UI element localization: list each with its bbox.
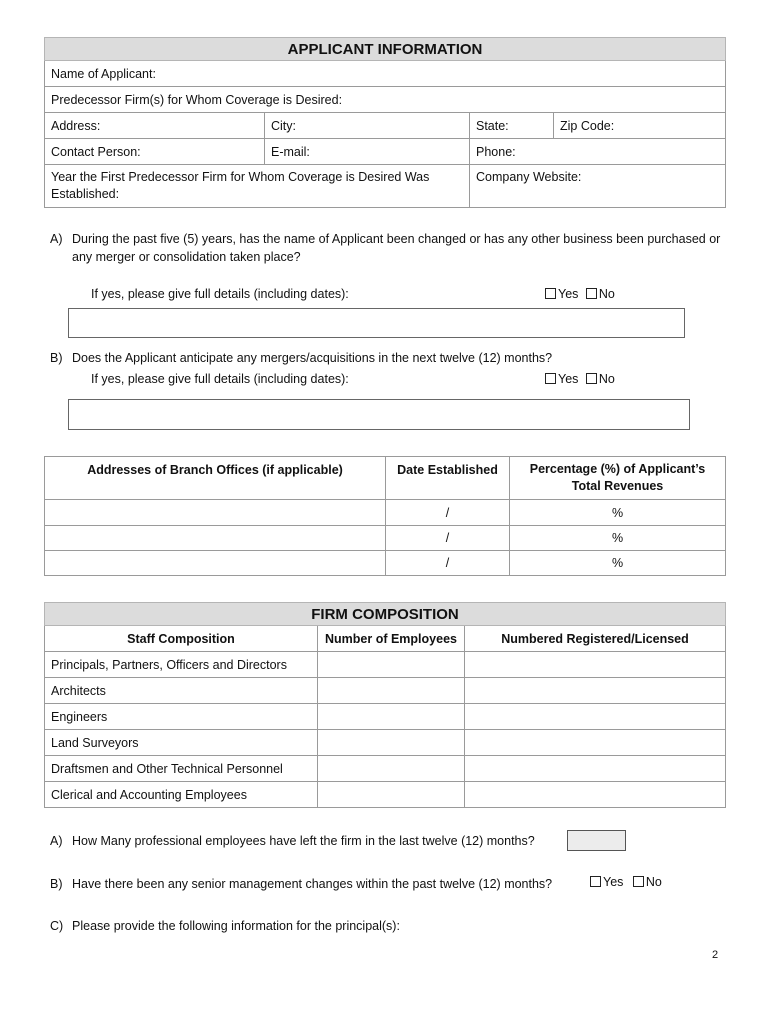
question-b-details-label: If yes, please give full details (including dates):: [91, 372, 349, 386]
question-principals-info: [50, 917, 730, 937]
question-a-details-label: If yes, please give full details (including dates):: [91, 287, 349, 301]
question-c-text: Please provide the following information for the principal(s):: [72, 919, 400, 933]
registered-licensed-input[interactable]: [465, 678, 726, 704]
question-a-label: A): [50, 834, 63, 848]
applicant-info-table: [44, 37, 726, 208]
table-row: [45, 500, 726, 526]
registered-licensed-input[interactable]: [465, 782, 726, 808]
no-checkbox[interactable]: [586, 288, 597, 299]
number-employees-input[interactable]: [318, 652, 465, 678]
table-row: [45, 704, 726, 730]
no-checkbox[interactable]: [633, 876, 644, 887]
yes-checkbox[interactable]: [590, 876, 601, 887]
zip-code-field[interactable]: Zip Code:: [554, 113, 726, 139]
employees-left-input[interactable]: [567, 830, 626, 851]
yes-label: Yes: [603, 875, 624, 889]
revenue-percentage-header: Percentage (%) of Applicant’s Total Revenues: [510, 457, 726, 500]
number-employees-input[interactable]: [318, 730, 465, 756]
year-established-field[interactable]: Year the First Predecessor Firm for Whom Coverage is Desired Was Established:: [45, 165, 470, 208]
yes-label: Yes: [558, 287, 579, 301]
branch-percent-input[interactable]: %: [510, 500, 726, 526]
registered-licensed-input[interactable]: [465, 704, 726, 730]
table-row: [45, 756, 726, 782]
question-b-text: Does the Applicant anticipate any mergers/acquisitions in the next twelve (12) months?: [72, 351, 553, 365]
no-label: No: [598, 287, 615, 301]
question-c-label: C): [50, 919, 64, 933]
registered-licensed-input[interactable]: [465, 756, 726, 782]
staff-composition-header: Staff Composition: [45, 626, 318, 652]
city-field[interactable]: City:: [265, 113, 470, 139]
staff-type-label: Principals, Partners, Officers and Directors: [45, 652, 318, 678]
no-label: No: [645, 875, 662, 889]
yes-checkbox[interactable]: [545, 373, 556, 384]
branch-offices-table: [44, 456, 726, 576]
question-a-details-input[interactable]: [68, 308, 685, 338]
table-row: [45, 678, 726, 704]
staff-type-label: Engineers: [45, 704, 318, 730]
question-a-text: During the past five (5) years, has the name of Applicant been changed or has any other business been purchased or any merger or consolidation taken place?: [72, 232, 721, 264]
question-b-mergers: [50, 349, 730, 369]
registered-licensed-header: Numbered Registered/Licensed: [465, 626, 726, 652]
question-a-yes-no: [545, 287, 615, 301]
question-b-yes-no: [545, 372, 615, 386]
registered-licensed-input[interactable]: [465, 730, 726, 756]
number-employees-input[interactable]: [318, 782, 465, 808]
branch-address-input[interactable]: [45, 551, 386, 576]
question-b-details-input[interactable]: [68, 399, 690, 430]
question-b-text: Have there been any senior management changes within the past twelve (12) months?: [72, 877, 553, 891]
page-number: 2: [712, 949, 719, 961]
question-a-text: How Many professional employees have left the firm in the last twelve (12) months?: [72, 834, 535, 848]
branch-address-input[interactable]: [45, 500, 386, 526]
yes-label: Yes: [558, 372, 579, 386]
branch-address-header: Addresses of Branch Offices (if applicable): [45, 457, 386, 500]
state-field[interactable]: State:: [470, 113, 554, 139]
branch-date-input[interactable]: /: [386, 551, 510, 576]
branch-percent-input[interactable]: %: [510, 526, 726, 551]
branch-date-input[interactable]: /: [386, 500, 510, 526]
staff-type-label: Architects: [45, 678, 318, 704]
table-row: [45, 526, 726, 551]
question-b-label: B): [50, 877, 63, 891]
address-field[interactable]: Address:: [45, 113, 265, 139]
phone-field[interactable]: Phone:: [470, 139, 726, 165]
question-a-label: A): [50, 232, 63, 246]
yes-checkbox[interactable]: [545, 288, 556, 299]
number-employees-header: Number of Employees: [318, 626, 465, 652]
staff-type-label: Clerical and Accounting Employees: [45, 782, 318, 808]
staff-type-label: Land Surveyors: [45, 730, 318, 756]
question-employees-left: [50, 832, 730, 852]
branch-percent-input[interactable]: %: [510, 551, 726, 576]
branch-date-input[interactable]: /: [386, 526, 510, 551]
number-employees-input[interactable]: [318, 756, 465, 782]
company-website-field[interactable]: Company Website:: [470, 165, 726, 208]
table-row: [45, 730, 726, 756]
table-row: [45, 782, 726, 808]
firm-composition-heading: FIRM COMPOSITION: [45, 603, 726, 626]
email-field[interactable]: E-mail:: [265, 139, 470, 165]
applicant-name-field[interactable]: Name of Applicant:: [45, 61, 726, 87]
firm-composition-table: [44, 602, 726, 808]
registered-licensed-input[interactable]: [465, 652, 726, 678]
question-a-name-change: [50, 230, 730, 270]
no-checkbox[interactable]: [586, 373, 597, 384]
number-employees-input[interactable]: [318, 704, 465, 730]
predecessor-firm-field[interactable]: Predecessor Firm(s) for Whom Coverage is Desired:: [45, 87, 726, 113]
no-label: No: [598, 372, 615, 386]
table-row: [45, 652, 726, 678]
contact-person-field[interactable]: Contact Person:: [45, 139, 265, 165]
management-yes-no: [590, 875, 662, 889]
table-row: [45, 551, 726, 576]
question-b-label: B): [50, 351, 63, 365]
number-employees-input[interactable]: [318, 678, 465, 704]
staff-type-label: Draftsmen and Other Technical Personnel: [45, 756, 318, 782]
date-established-header: Date Established: [386, 457, 510, 500]
applicant-info-heading: APPLICANT INFORMATION: [45, 38, 726, 61]
branch-address-input[interactable]: [45, 526, 386, 551]
